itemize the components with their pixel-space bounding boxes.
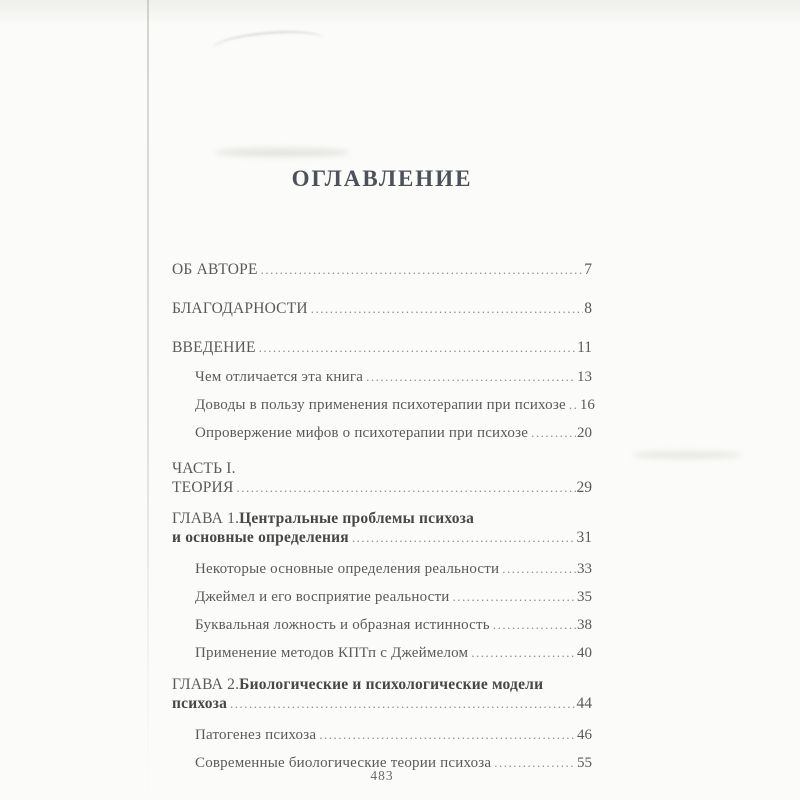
toc-entry-page: 20 (577, 425, 592, 441)
toc-entry-page: 38 (577, 617, 592, 633)
paper-smudge (211, 27, 325, 61)
toc-entry-line (195, 395, 595, 415)
toc-entry-label: и основные определения (172, 529, 349, 546)
toc-entry (172, 559, 592, 579)
page-number: 483 (370, 768, 394, 783)
toc-entry-label: Некоторые основные определения реальности (195, 561, 500, 577)
toc-entry-page: 29 (576, 479, 592, 496)
toc-entry-line (172, 260, 592, 279)
toc-entry-line (195, 423, 592, 443)
toc-entry-line (172, 675, 592, 694)
toc-entry-page: 35 (577, 589, 592, 605)
toc-entry-label: ЧАСТЬ I. (172, 460, 236, 477)
toc-entry-page: 31 (576, 529, 592, 546)
toc-entry-page: 55 (577, 755, 592, 771)
dot-leader (230, 694, 575, 713)
toc-entry-label: Чем отличается эта книга (195, 369, 364, 385)
toc-entry-label: ОБ АВТОРЕ (172, 261, 258, 278)
toc-entry (172, 338, 592, 357)
toc-entry (172, 459, 592, 497)
toc-entry (172, 395, 595, 415)
toc-entry-label: Биологические и психологические модели (239, 676, 544, 693)
toc-entry (172, 423, 592, 443)
toc-entry-line (172, 299, 592, 318)
toc-entry-label: ГЛАВА 1. (172, 510, 240, 527)
toc-entry-line (195, 367, 592, 387)
toc-entry-page: 11 (577, 339, 592, 356)
toc-entry-label: Джеймел и его восприятие реальности (195, 589, 450, 605)
toc-entry-label: Опровержение мифов о психотерапии при психозе (195, 425, 529, 441)
toc-entry (172, 509, 592, 547)
toc-entry-page: 7 (584, 261, 592, 278)
toc-entry-line (195, 615, 592, 635)
toc-entry-label: Буквальная ложность и образная истинность (195, 617, 490, 633)
dot-leader (453, 587, 577, 607)
toc-entry-label: Центральные проблемы психоза (239, 510, 475, 527)
dot-leader (366, 367, 576, 387)
toc-list (172, 260, 595, 773)
toc-entry (172, 725, 592, 745)
dot-leader (261, 260, 584, 279)
toc-entry-line (195, 643, 592, 663)
toc-entry-page: 8 (584, 300, 592, 317)
toc-entry-label: Патогенез психоза (195, 727, 317, 743)
toc-entry-page: 44 (576, 695, 592, 712)
toc-entry (172, 643, 592, 663)
toc-entry-line (195, 587, 592, 607)
page-title: ОГЛАВЛЕНИЕ (291, 166, 473, 191)
toc-entry-line (195, 559, 592, 579)
toc-entry-line (172, 459, 592, 478)
toc-entry (172, 587, 592, 607)
toc-entry-line (172, 478, 592, 497)
toc-content (172, 160, 595, 773)
dot-leader (319, 725, 576, 745)
toc-entry (172, 615, 592, 635)
toc-entry-page: 13 (577, 369, 592, 385)
dot-leader (531, 423, 576, 443)
dot-leader (259, 338, 576, 357)
dot-leader (236, 478, 575, 497)
toc-entry-label: Применение методов КПТп с Джеймелом (195, 645, 469, 661)
toc-entry (172, 260, 592, 279)
dot-leader (502, 559, 576, 579)
toc-entry-page: 16 (579, 397, 595, 413)
paper-smudge (215, 148, 350, 157)
toc-entry-label: ТЕОРИЯ (172, 479, 234, 496)
toc-entry-label: БЛАГОДАРНОСТИ (172, 300, 308, 317)
toc-entry-line (172, 694, 592, 713)
toc-entry (172, 367, 592, 387)
toc-entry-line (172, 528, 592, 547)
toc-entry-line (172, 338, 592, 357)
toc-entry-label: психоза (172, 695, 228, 712)
dot-leader (569, 395, 579, 415)
dot-leader (493, 615, 576, 635)
toc-entry-page: 33 (577, 561, 592, 577)
toc-entry (172, 675, 592, 713)
toc-entry-page: 46 (577, 727, 592, 743)
toc-entry-label: Доводы в пользу применения психотерапии при психозе (195, 397, 566, 413)
toc-entry-label: ГЛАВА 2. (172, 676, 240, 693)
page-edge-line (147, 0, 149, 800)
toc-entry-line (195, 725, 592, 745)
dot-leader (471, 643, 576, 663)
toc-entry-line (172, 509, 592, 528)
dot-leader (311, 299, 583, 318)
photo-top-shade (0, 0, 800, 26)
dot-leader (352, 528, 576, 547)
toc-entry-label: ВВЕДЕНИЕ (172, 339, 256, 356)
toc-entry (172, 299, 592, 318)
toc-entry-page: 40 (577, 645, 592, 661)
paper-smudge (632, 451, 742, 459)
toc-entry-label: Современные биологические теории психоза (195, 755, 492, 771)
